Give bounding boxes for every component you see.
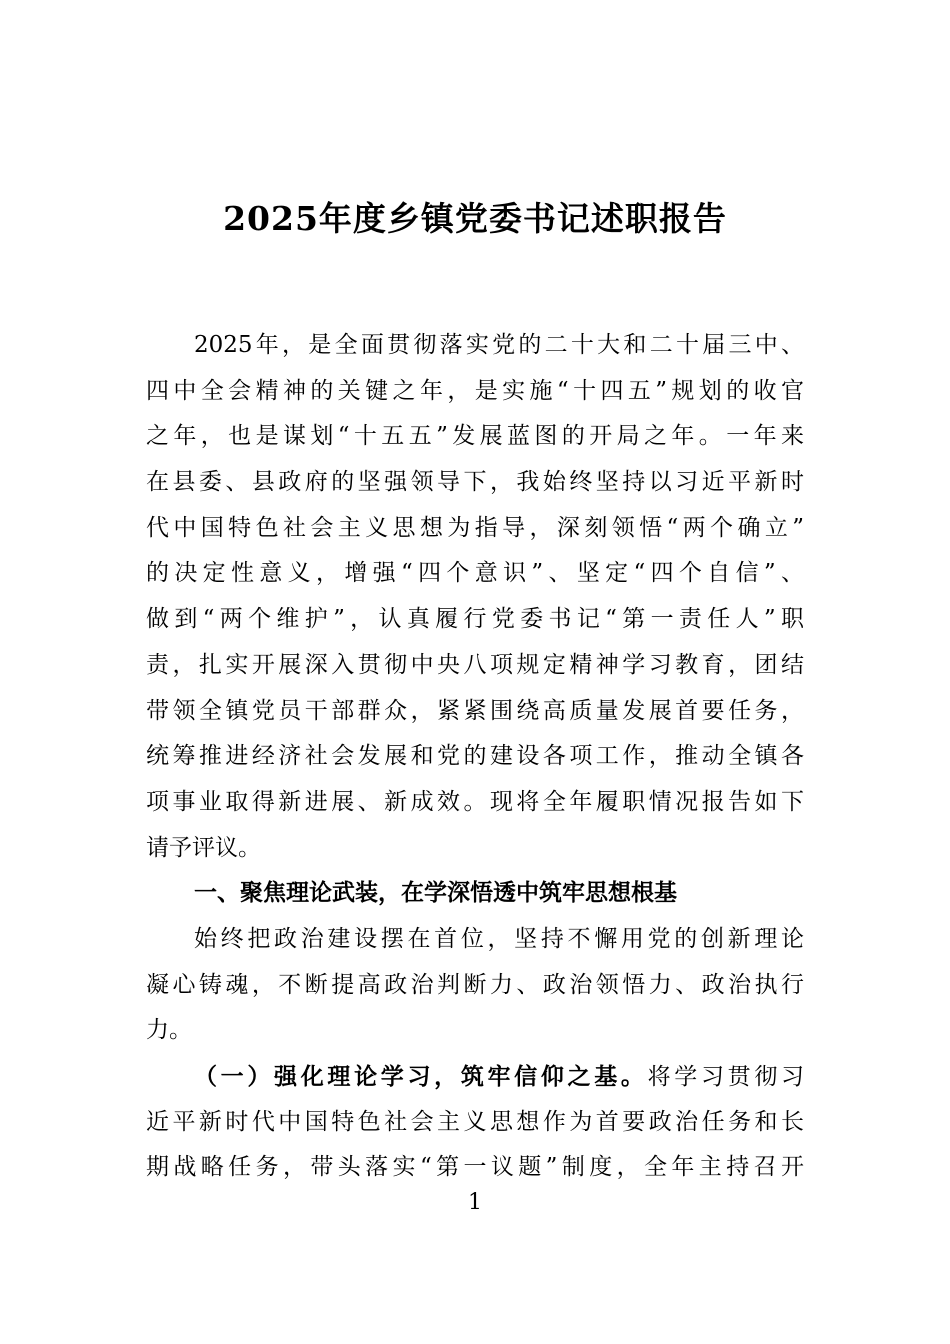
paragraph-line: 的决定性意义，增强“四个意识”、坚定“四个自信”、: [146, 560, 804, 587]
paragraph-line: 统筹推进经济社会发展和党的建设各项工作，推动全镇各: [146, 743, 804, 770]
document-title: 2025年度乡镇党委书记述职报告: [223, 199, 727, 238]
paragraph-line: 之年，也是谋划“十五五”发展蓝图的开局之年。一年来: [146, 423, 804, 450]
document-body: [146, 323, 804, 1191]
paragraph-line: 近平新时代中国特色社会主义思想作为首要政治任务和长: [146, 1108, 804, 1135]
paragraph-line: 始终把政治建设摆在首位，坚持不懈用党的创新理论: [194, 925, 804, 952]
subsection-text: 将学习贯彻习: [647, 1064, 805, 1090]
section-heading: 一、聚焦理论武装，在学深悟透中筑牢思想根基: [194, 880, 677, 907]
paragraph-line: 请予评议。: [146, 834, 261, 861]
paragraph-line: 做到“两个维护”，认真履行党委书记“第一责任人”职: [146, 606, 804, 633]
paragraph-line: 期战略任务，带头落实“第一议题”制度，全年主持召开: [146, 1154, 804, 1181]
paragraph-line: 责，扎实开展深入贯彻中央八项规定精神学习教育，团结: [146, 651, 804, 678]
paragraph-line: 四中全会精神的关键之年，是实施“十四五”规划的收官: [146, 377, 804, 404]
subsection-heading: （一）强化理论学习，筑牢信仰之基。: [194, 1063, 648, 1090]
paragraph-line: 2025年，是全面贯彻落实党的二十大和二十届三中、: [194, 332, 804, 358]
paragraph-line: 项事业取得新进展、新成效。现将全年履职情况报告如下: [146, 788, 804, 815]
paragraph-line: 代中国特色社会主义思想为指导，深刻领悟“两个确立”: [146, 514, 804, 541]
page-number: 1: [468, 1190, 482, 1215]
paragraph-line: 在县委、县政府的坚强领导下，我始终坚持以习近平新时: [146, 469, 804, 496]
paragraph-line: 带领全镇党员干部群众，紧紧围绕高质量发展首要任务，: [146, 697, 804, 724]
paragraph-line: 力。: [146, 1017, 192, 1044]
subsection-first-line: [146, 1054, 804, 1100]
paragraph-line: 凝心铸魂，不断提高政治判断力、政治领悟力、政治执行: [146, 971, 804, 998]
